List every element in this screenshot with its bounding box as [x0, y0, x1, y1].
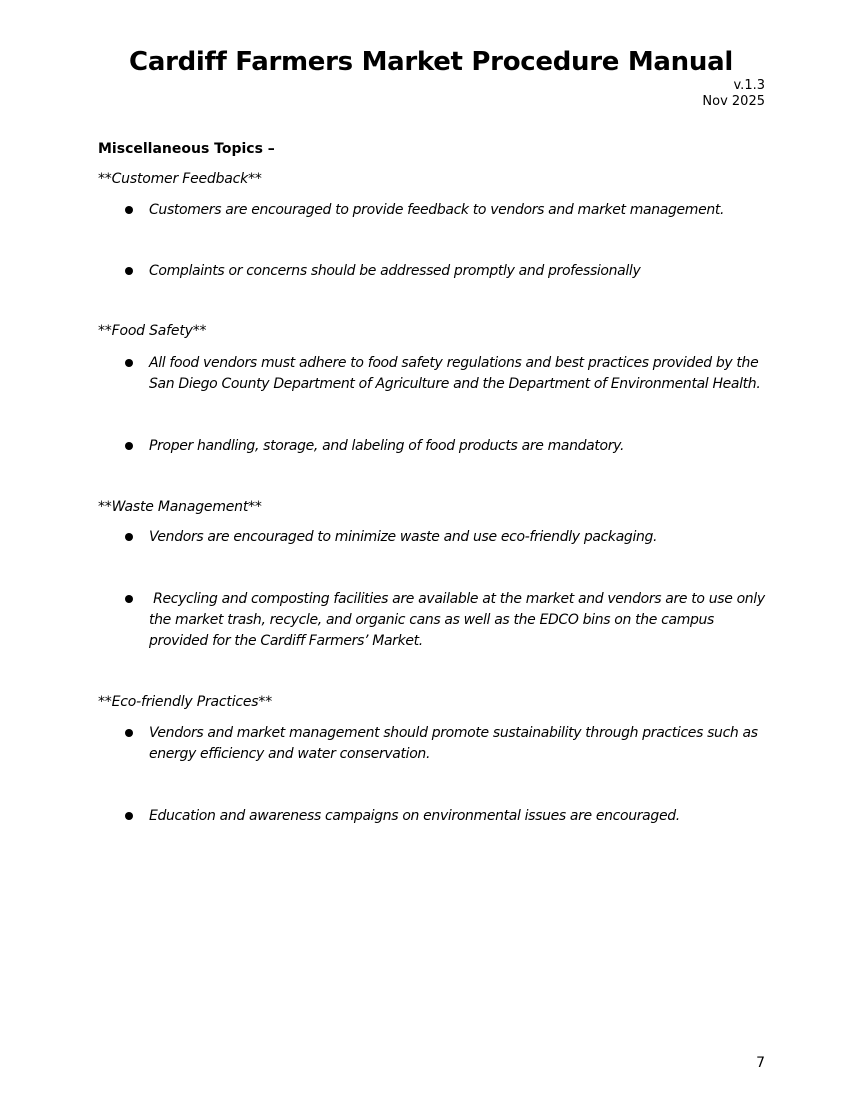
bullet-icon — [125, 812, 133, 820]
bullet-icon — [125, 206, 133, 214]
bullet-icon — [125, 729, 133, 737]
list-item-text: Customers are encouraged to provide feedback to vendors and market management. — [149, 202, 725, 218]
section-heading: Miscellaneous Topics – — [98, 141, 275, 157]
bullet-icon — [125, 267, 133, 275]
topic-heading-customer-feedback: **Customer Feedback** — [98, 171, 262, 187]
page-title: Cardiff Farmers Market Procedure Manual — [129, 47, 733, 77]
list-item-text: Proper handling, storage, and labeling of food products are mandatory. — [149, 438, 625, 454]
list-item-text: Vendors and market management should promote sustainability through practices such as energy efficiency and water conservation. — [149, 725, 758, 762]
bullet-icon — [125, 533, 133, 541]
revision-date: Nov 2025 — [702, 94, 765, 109]
version-label: v.1.3 — [733, 78, 765, 93]
version-block — [702, 78, 765, 110]
bullet-icon — [125, 359, 133, 367]
list-item-text: Complaints or concerns should be addressed promptly and professionally — [149, 263, 641, 279]
list-item-text: Vendors are encouraged to minimize waste and use eco-friendly packaging. — [149, 529, 658, 545]
bullet-icon — [125, 595, 133, 603]
topic-heading-food-safety: **Food Safety** — [98, 323, 207, 339]
topic-heading-waste-management: **Waste Management** — [98, 499, 262, 515]
topic-heading-eco-friendly-practices: **Eco-friendly Practices** — [98, 694, 272, 710]
list-item-text: Recycling and composting facilities are available at the market and vendors are to use only the market trash, recycle, and organic cans as well as the EDCO bins on the campus provided for the Cardiff Farmers’ Market. — [149, 591, 769, 649]
bullet-icon — [125, 442, 133, 450]
page-number: 7 — [756, 1055, 765, 1071]
list-item-text: Education and awareness campaigns on environmental issues are encouraged. — [149, 808, 680, 824]
list-item-text: All food vendors must adhere to food safety regulations and best practices provided by the San Diego County Department of Agriculture and the Department of Environmental Health. — [149, 355, 761, 392]
